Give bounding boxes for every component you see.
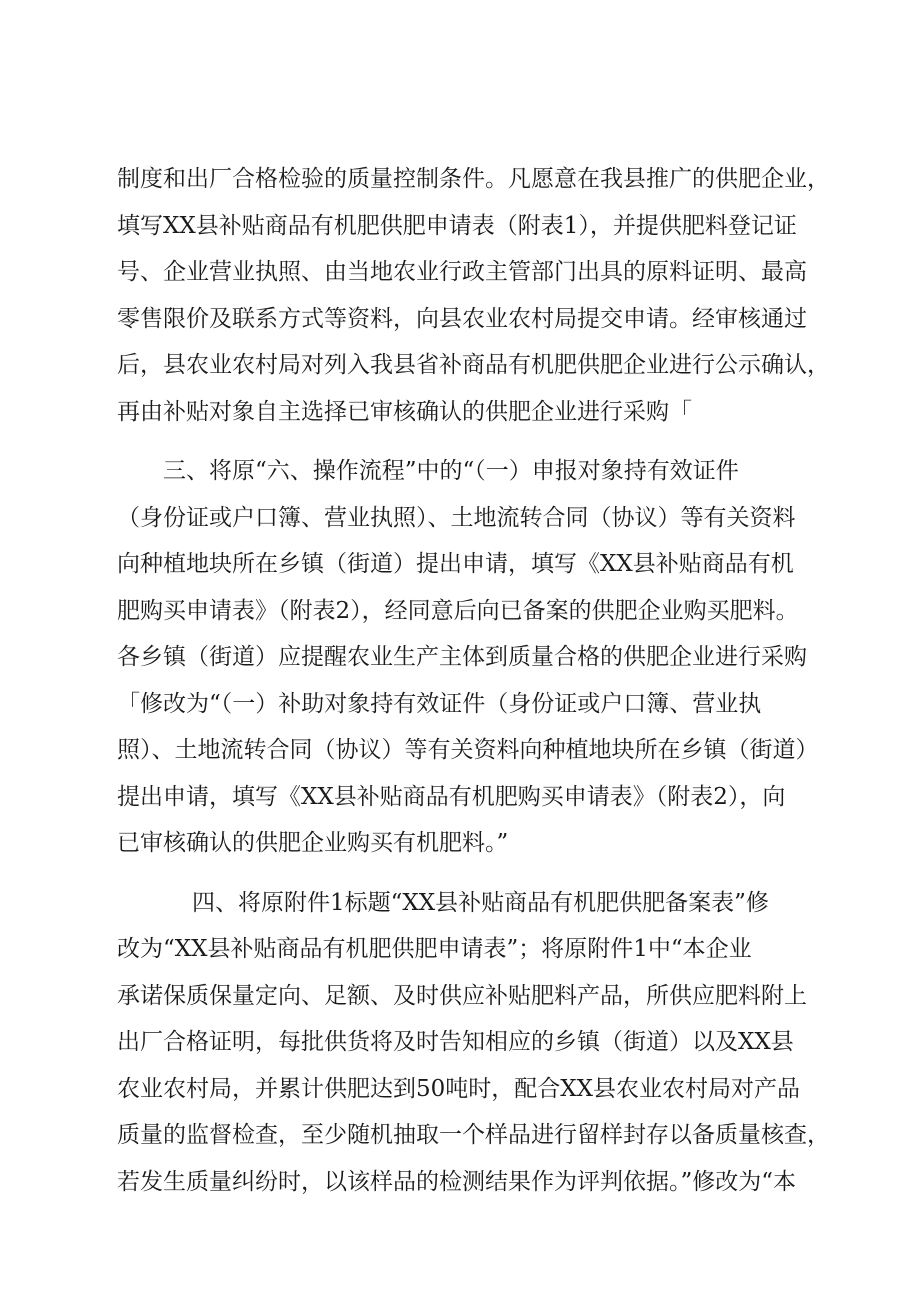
text-line: 填写XX县补贴商品有机肥供肥申请表（附表1），并提供肥料登记证	[117, 212, 797, 239]
text-line: 质量的监督检查，至少随机抽取一个样品进行留样封存以备质量核查，	[117, 1122, 830, 1148]
text-line: 农业农村局，并累计供肥达到50吨时，配合XX县农业农村局对产品	[117, 1075, 801, 1102]
text-line: 改为“XX县补贴商品有机肥供肥申请表”；将原附件1中“本企业	[117, 936, 752, 962]
paragraph-gap	[117, 867, 831, 880]
text-line: 照）、土地流转合同（协议）等有关资料向种植地块所在乡镇（街道）	[117, 737, 819, 763]
text-line: （身份证或户口簿、营业执照）、土地流转合同（协议）等有关资料	[117, 504, 796, 531]
text-line: 三、将原“六、操作流程”中的“（一）申报对象持有效证件	[163, 458, 739, 484]
text-line: 各乡镇（街道）应提醒农业生产主体到质量合格的供肥企业进行采购	[117, 644, 807, 670]
text-line: 四、将原附件1标题“XX县补贴商品有机肥供肥备案表”修	[192, 889, 769, 916]
text-line: 若发生质量纠纷时，以该样品的检测结果作为评判依据。”修改为“本	[117, 1168, 797, 1195]
text-line: 向种植地块所在乡镇（街道）提出申请，填写《XX县补贴商品有机	[117, 551, 794, 577]
paragraph-1	[117, 156, 831, 435]
text-line: 制度和出厂合格检验的质量控制条件。凡愿意在我县推广的供肥企业，	[117, 166, 830, 192]
text-line: 零售限价及联系方式等资料，向县农业农村局提交申请。经审核通过	[117, 305, 807, 332]
text-line: 承诺保质保量定向、足额、及时供应补贴肥料产品，所供应肥料附上	[117, 982, 807, 1009]
text-line: 再由补贴对象自主选择已审核确认的供肥企业进行采购「	[117, 398, 692, 425]
text-line: 「修改为“（一）补助对象持有效证件（身份证或户口簿、营业执	[117, 690, 762, 717]
document-body	[117, 156, 831, 1205]
text-line: 已审核确认的供肥企业购买有机肥料。”	[117, 830, 509, 856]
text-line: 号、企业营业执照、由当地农业行政主管部门出具的原料证明、最高	[117, 259, 807, 285]
paragraph-3	[117, 880, 831, 1206]
text-line: 肥购买申请表》（附表2），经同意后向已备案的供肥企业购买肥料。	[117, 597, 799, 624]
text-line: 后，县农业农村局对列入我县省补商品有机肥供肥企业进行公示确认，	[117, 352, 830, 378]
paragraph-gap	[117, 435, 831, 448]
paragraph-2	[117, 448, 831, 867]
text-line: 提出申请，填写《XX县补贴商品有机肥购买申请表》（附表2），向	[117, 783, 786, 810]
text-line: 出厂合格证明，每批供货将及时告知相应的乡镇（街道）以及XX县	[117, 1029, 794, 1055]
